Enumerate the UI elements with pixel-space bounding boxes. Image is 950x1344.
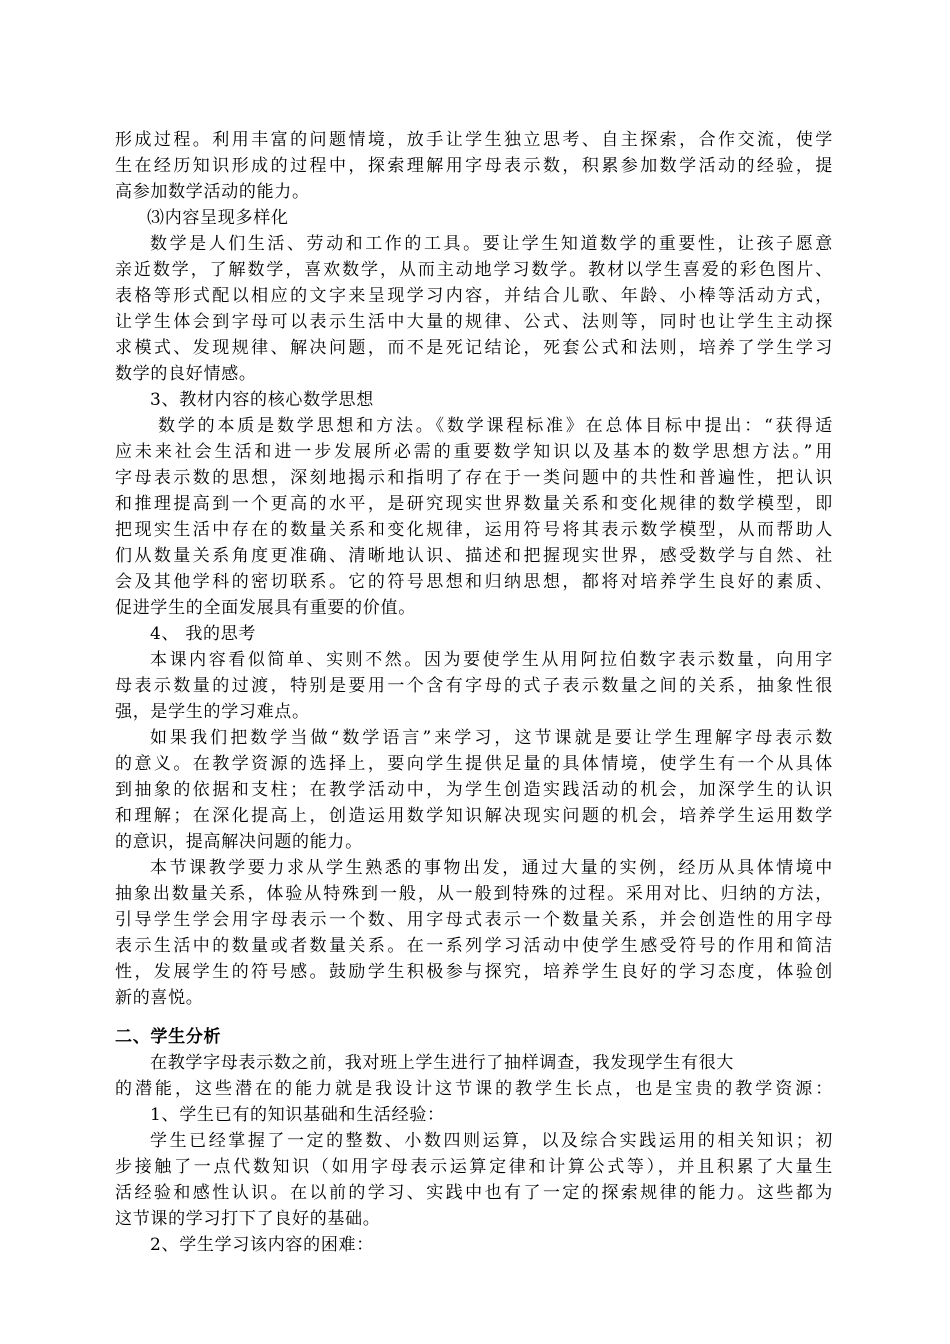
paragraph-line: 学生已经掌握了一定的整数、小数四则运算，以及综合实践运用的相关知识；初 [150,1131,833,1151]
paragraph-line: 让学生体会到字母可以表示生活中大量的规律、公式、法则等，同时也让学生主动探 [115,312,833,332]
subheading: ⑶内容呈现多样化 [147,208,289,228]
paragraph-line: 和理解；在深化提高上，创造运用数学知识解决现实问题的机会，培养学生运用数学 [115,806,833,826]
paragraph-line: 新的喜悦。 [115,988,204,1008]
paragraph-line: 本课内容看似简单、实则不然。因为要使学生从用阿拉伯数字表示数量，向用字 [150,650,833,670]
paragraph-line: 和推理提高到一个更高的水平，是研究现实世界数量关系和变化规律的数学模型，即 [115,494,833,514]
paragraph-line: 字母表示数的思想，深刻地揭示和指明了存在于一类问题中的共性和普遍性，把认识 [115,468,833,488]
paragraph-line: 这节课的学习打下了良好的基础。 [115,1209,381,1229]
paragraph-line: 会及其他学科的密切联系。它的符号思想和归纳思想，都将对培养学生良好的素质、 [115,572,833,592]
paragraph-line: 如果我们把数学当做“数学语言”来学习，这节课就是要让学生理解字母表示数 [150,728,833,748]
paragraph-line: 引导学生学会用字母表示一个数、用字母式表示一个数量关系，并会创造性的用字母 [115,910,833,930]
paragraph-line: 求模式、发现规律、解决问题，而不是死记结论，死套公式和法则，培养了学生学习 [115,338,833,358]
paragraph-line: 表示生活中的数量或者数量关系。在一系列学习活动中使学生感受符号的作用和简洁 [115,936,833,956]
paragraph-line: 促进学生的全面发展具有重要的价值。 [115,598,416,618]
paragraph-line: 强，是学生的学习难点。 [115,702,310,722]
paragraph-line: 表格等形式配以相应的文字来呈现学习内容，并结合儿歌、年龄、小棒等活动方式， [115,286,833,306]
paragraph-line: 本节课教学要力求从学生熟悉的事物出发，通过大量的实例，经历从具体情境中 [150,858,833,878]
paragraph-line: 数学的本质是数学思想和方法。《数学课程标准》在总体目标中提出：“获得适 [158,416,833,436]
paragraph-line: 们从数量关系角度更准确、清晰地认识、描述和把握现实世界，感受数学与自然、社 [115,546,833,566]
paragraph-line: 母表示数量的过渡，特别是要用一个含有字母的式子表示数量之间的关系，抽象性很 [115,676,833,696]
paragraph-line: 抽象出数量关系，体验从特殊到一般，从一般到特殊的过程。采用对比、归纳的方法， [115,884,833,904]
paragraph-line: 在教学字母表示数之前，我对班上学生进行了抽样调查，我发现学生有很大 [150,1053,735,1073]
paragraph-line: 的意义。在教学资源的选择上，要向学生提供足量的具体情境，使学生有一个从具体 [115,754,833,774]
paragraph-line: 形成过程。利用丰富的问题情境，放手让学生独立思考、自主探索，合作交流，使学 [115,130,833,150]
paragraph-line: 生在经历知识形成的过程中，探索理解用字母表示数，积累参加数学活动的经验，提 [115,156,833,176]
paragraph-line: 数学的良好情感。 [115,364,257,384]
paragraph-line: 步接触了一点代数知识（如用字母表示运算定律和计算公式等），并且积累了大量生 [115,1157,833,1177]
paragraph-line: 高参加数学活动的能力。 [115,182,310,202]
paragraph-line: 的意识，提高解决问题的能力。 [115,832,363,852]
subheading: 1、学生已有的知识基础和生活经验： [150,1105,445,1125]
paragraph-line: 把现实生活中存在的数量关系和变化规律，运用符号将其表示数学模型，从而帮助人 [115,520,833,540]
subheading: 2、学生学习该内容的困难： [150,1235,374,1255]
subheading: 3、教材内容的核心数学思想 [150,390,374,410]
paragraph-line: 到抽象的依据和支柱；在教学活动中，为学生创造实践活动的机会，加深学生的认识 [115,780,833,800]
paragraph-line: 的潜能，这些潜在的能力就是我设计这节课的教学生长点，也是宝贵的教学资源： [115,1079,833,1099]
paragraph-line: 亲近数学，了解数学，喜欢数学，从而主动地学习数学。教材以学生喜爱的彩色图片、 [115,260,833,280]
paragraph-line: 应未来社会生活和进一步发展所必需的重要数学知识以及基本的数学思想方法。”用 [115,442,833,462]
subheading: 4、 我的思考 [150,624,257,644]
paragraph-line: 性，发展学生的符号感。鼓励学生积极参与探究，培养学生良好的学习态度，体验创 [115,962,833,982]
section-heading: 二、学生分析 [115,1027,222,1047]
paragraph-line: 数学是人们生活、劳动和工作的工具。要让学生知道数学的重要性，让孩子愿意 [150,234,833,254]
paragraph-line: 活经验和感性认识。在以前的学习、实践中也有了一定的探索规律的能力。这些都为 [115,1183,833,1203]
